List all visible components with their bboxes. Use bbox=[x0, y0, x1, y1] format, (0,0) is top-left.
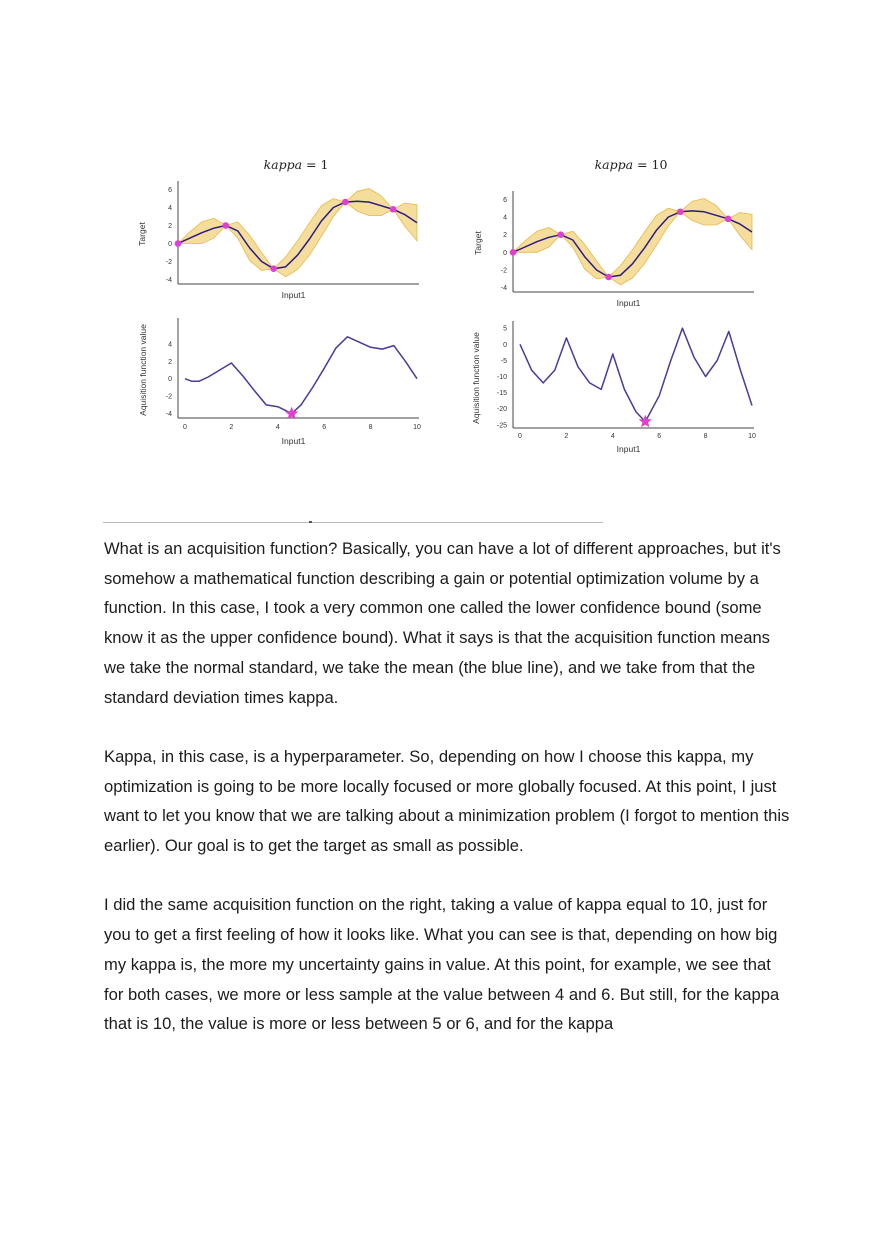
y-axis-label: Target bbox=[137, 222, 147, 246]
x-axis-label: Input1 bbox=[281, 290, 306, 300]
x-tick-label: 8 bbox=[368, 424, 373, 431]
y-tick-label: 4 bbox=[168, 341, 172, 349]
y-tick-label: -25 bbox=[496, 422, 507, 430]
y-tick-label: 2 bbox=[503, 232, 507, 240]
paragraph-2: Kappa, in this case, is a hyperparameter. So, depending on how I choose this kappa, my optimization is going to be more locally focused or more globally focused. At this point, I just want to let you know that we are talking about a minimization problem (I forgot to mention this earlier). Our goal is to get the target as small as possible. bbox=[104, 746, 790, 856]
y-tick-label: -2 bbox=[165, 259, 172, 266]
chart-panel-3 bbox=[138, 318, 421, 446]
acquisition-line bbox=[520, 328, 752, 421]
y-axis-label: Aquisition function value bbox=[471, 332, 481, 424]
divider-mark bbox=[309, 521, 312, 523]
y-tick-label: -2 bbox=[500, 267, 507, 275]
y-tick-label: -5 bbox=[500, 357, 507, 365]
paragraph-1: What is an acquisition function? Basically, you can have a lot of different approaches, but it's somehow a mathematical function describing a gain or potential optimization volume by a function. In this case, I took a very common one called the lower confidence bound (some know it as the upper confidence bound). What it says is that the acquisition function means we take the normal standard, we take the mean (the blue line), and we take from that the standard deviation times kappa. bbox=[104, 539, 781, 707]
x-tick-label: 10 bbox=[748, 433, 756, 440]
x-tick-label: 6 bbox=[657, 433, 662, 440]
chart-panel-1 bbox=[137, 157, 419, 300]
y-tick-label: 6 bbox=[168, 187, 172, 194]
chart-title: kappa = 10 bbox=[594, 157, 668, 172]
y-tick-label: -20 bbox=[496, 406, 507, 414]
x-tick-label: 10 bbox=[413, 424, 421, 431]
x-tick-label: 0 bbox=[518, 433, 522, 440]
sample-point bbox=[677, 208, 684, 215]
x-tick-label: 2 bbox=[229, 424, 234, 431]
y-tick-label: 0 bbox=[503, 249, 507, 257]
chart-panel-2 bbox=[473, 157, 754, 308]
y-tick-label: 0 bbox=[168, 376, 172, 384]
y-tick-label: 0 bbox=[503, 341, 507, 349]
figure bbox=[0, 0, 880, 500]
x-tick-label: 8 bbox=[703, 433, 708, 440]
sample-point bbox=[510, 249, 517, 256]
x-axis-label: Input1 bbox=[281, 436, 306, 446]
y-tick-label: -4 bbox=[500, 285, 507, 293]
y-tick-label: 2 bbox=[168, 358, 172, 366]
x-axis-label: Input1 bbox=[616, 444, 641, 454]
y-axis-label: Aquisition function value bbox=[138, 324, 148, 416]
y-tick-label: -15 bbox=[496, 390, 507, 398]
y-tick-label: -4 bbox=[165, 277, 172, 284]
x-axis-label: Input1 bbox=[616, 298, 641, 308]
sample-point bbox=[270, 265, 277, 272]
y-tick-label: 2 bbox=[168, 223, 172, 230]
x-tick-label: 4 bbox=[275, 424, 280, 431]
y-tick-label: -10 bbox=[496, 374, 507, 381]
sample-point bbox=[342, 199, 349, 206]
body-text bbox=[104, 534, 794, 1069]
y-tick-label: 0 bbox=[168, 241, 172, 248]
sample-point bbox=[390, 206, 397, 213]
x-tick-label: 4 bbox=[610, 433, 615, 440]
acquisition-line bbox=[185, 337, 417, 414]
y-tick-label: 5 bbox=[503, 325, 507, 333]
y-axis-label: Target bbox=[473, 231, 483, 255]
sample-point bbox=[223, 222, 230, 229]
sample-point bbox=[175, 240, 182, 247]
y-tick-label: 4 bbox=[168, 205, 172, 212]
x-tick-label: 6 bbox=[322, 424, 327, 431]
y-tick-label: -2 bbox=[165, 393, 172, 401]
paragraph-3: I did the same acquisition function on the right, taking a value of kappa equal to 10, just for you to get a first feeling of how it looks like. What you can see is that, depending on how big my kappa is, the more my uncertainty gains in value. At this point, for example, we see that for both cases, we more or less sample at the value between 4 and 6. But still, for the kappa that is 10, the value is more or less between 5 or 6, and for the kappa bbox=[104, 895, 780, 1034]
sample-point bbox=[558, 231, 565, 238]
divider-line bbox=[103, 522, 603, 523]
y-tick-label: -4 bbox=[165, 411, 172, 419]
sample-point bbox=[725, 216, 732, 223]
y-tick-label: 6 bbox=[503, 196, 507, 204]
y-tick-label: 4 bbox=[503, 214, 507, 222]
sample-point bbox=[605, 274, 612, 281]
confidence-band bbox=[178, 189, 417, 277]
x-tick-label: 0 bbox=[183, 424, 187, 431]
chart-panel-4 bbox=[471, 321, 756, 454]
x-tick-label: 2 bbox=[564, 433, 569, 440]
confidence-band bbox=[513, 199, 752, 285]
chart-title: kappa = 1 bbox=[263, 157, 329, 172]
